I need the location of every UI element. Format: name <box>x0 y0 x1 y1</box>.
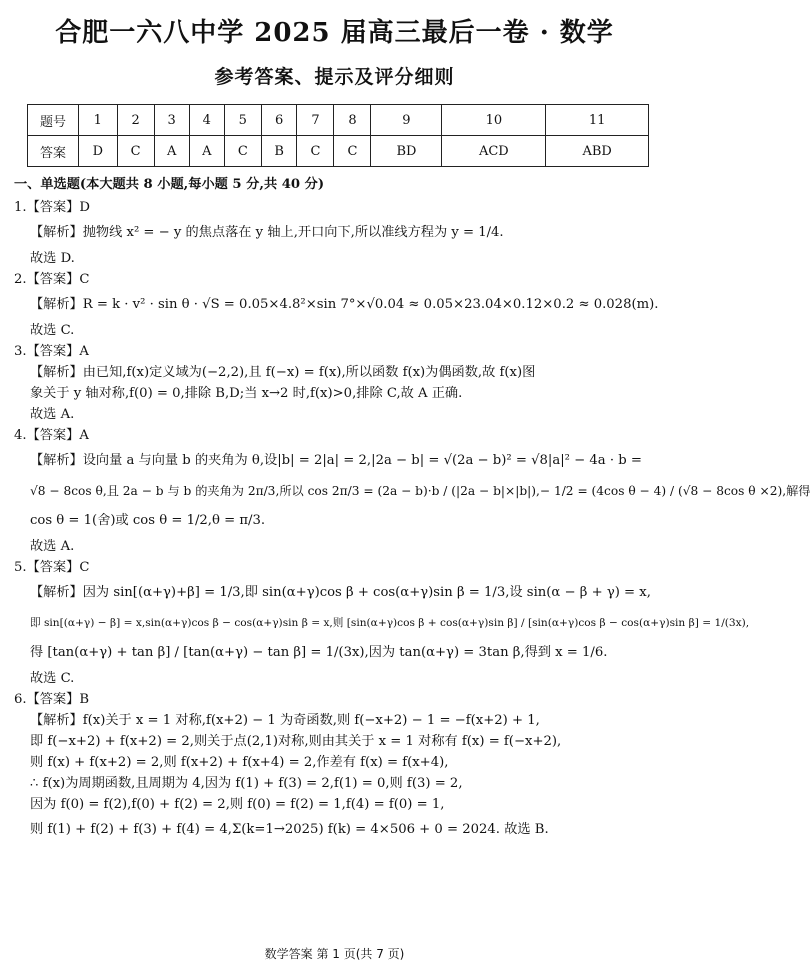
answer-cell: C <box>117 136 154 167</box>
question-5-analysis-line: 得 [tan(α+γ) + tan β] / [tan(α+γ) − tan β] = 1/(3x),因为 tan(α+γ) = 3tan β,得到 x = 1/6. <box>30 645 608 660</box>
question-number: 4 <box>189 105 224 136</box>
page-title: 合肥一六八中学 2025 届高三最后一卷 · 数学 <box>55 18 614 48</box>
question-4-choice: 故选 A. <box>30 539 75 554</box>
question-1-choice: 故选 D. <box>30 251 75 266</box>
question-1-head: 1.【答案】D <box>14 200 90 215</box>
answer-cell: ABD <box>546 136 649 167</box>
question-2-choice: 故选 C. <box>30 323 75 338</box>
question-number: 5 <box>224 105 261 136</box>
answer-cell: C <box>297 136 334 167</box>
question-6-analysis-line: ∴ f(x)为周期函数,且周期为 4,因为 f(1) + f(3) = 2,f(1) = 0,则 f(3) = 2, <box>30 776 463 791</box>
answer-cell: BD <box>371 136 442 167</box>
question-number: 1 <box>79 105 118 136</box>
answer-cell: A <box>154 136 189 167</box>
question-4-analysis-line: √8 − 8cos θ,且 2a − b 与 b 的夹角为 2π/3,所以 cos 2π/3 = (2a − b)·b / (|2a − b|×|b|),− 1/2 = (4cos θ − 4) / (√8 − 8cos θ ×2),解得 <box>30 484 810 498</box>
answer-cell: ACD <box>442 136 546 167</box>
question-5-analysis-line: 【解析】因为 sin[(α+γ)+β] = 1/3,即 sin(α+γ)cos β + cos(α+γ)sin β = 1/3,设 sin(α − β + γ) = x, <box>30 585 651 600</box>
answer-cell: D <box>79 136 118 167</box>
question-3-choice: 故选 A. <box>30 407 75 422</box>
question-5-analysis-line: 即 sin[(α+γ) − β] = x,sin(α+γ)cos β − cos(α+γ)sin β = x,则 [sin(α+γ)cos β + cos(α+γ)sin β] / [sin(α+γ)cos β − cos(α+γ)sin β] = 1/(3x), <box>30 617 750 629</box>
question-1-analysis: 【解析】抛物线 x² = − y 的焦点落在 y 轴上,开口向下,所以准线方程为 y = 1/4. <box>30 225 504 240</box>
question-5-choice: 故选 C. <box>30 671 75 686</box>
question-3-answer: 3.【答案】A <box>14 344 89 359</box>
question-2-analysis: 【解析】R = k · v² · sin θ · √S = 0.05×4.8²×sin 7°×√0.04 ≈ 0.05×23.04×0.12×0.2 ≈ 0.028(m). <box>30 297 659 312</box>
question-6-analysis-line: 则 f(1) + f(2) + f(3) + f(4) = 4,Σ(k=1→2025) f(k) = 4×506 + 0 = 2024. 故选 B. <box>30 822 549 837</box>
answer-cell: A <box>189 136 224 167</box>
question-6-answer: 6.【答案】B <box>14 692 90 707</box>
question-3-analysis-line: 【解析】由已知,f(x)定义域为(−2,2),且 f(−x) = f(x),所以函数 f(x)为偶函数,故 f(x)图 <box>30 365 536 380</box>
question-number: 3 <box>154 105 189 136</box>
question-number: 7 <box>297 105 334 136</box>
question-6-analysis-line: 则 f(x) + f(x+2) = 2,则 f(x+2) + f(x+4) = 2,作差有 f(x) = f(x+4), <box>30 755 449 770</box>
question-6-analysis-line: 即 f(−x+2) + f(x+2) = 2,则关于点(2,1)对称,则由其关于 x = 1 对称有 f(x) = f(−x+2), <box>30 734 562 749</box>
section-heading: 一、单选题(本大题共 8 小题,每小题 5 分,共 40 分) <box>14 177 325 192</box>
question-2-answer: 2.【答案】C <box>14 272 90 287</box>
question-4-analysis-line: 【解析】设向量 a 与向量 b 的夹角为 θ,设|b| = 2|a| = 2,|2a − b| = √(2a − b)² = √8|a|² − 4a · b = <box>30 453 642 468</box>
question-3-analysis-line: 象关于 y 轴对称,f(0) = 0,排除 B,D;当 x→2 时,f(x)>0,排除 C,故 A 正确. <box>30 386 463 401</box>
answer-cell: C <box>224 136 261 167</box>
row-label-number: 题号 <box>28 105 79 136</box>
page-subtitle: 参考答案、提示及评分细则 <box>214 66 455 88</box>
question-number: 6 <box>261 105 297 136</box>
question-number: 2 <box>117 105 154 136</box>
row-label-answer: 答案 <box>28 136 79 167</box>
question-4-answer: 4.【答案】A <box>14 428 89 443</box>
answer-table-number-row <box>28 105 649 136</box>
question-number: 9 <box>371 105 442 136</box>
answer-table <box>27 104 649 167</box>
question-number: 11 <box>546 105 649 136</box>
question-number: 8 <box>334 105 371 136</box>
question-5-answer: 5.【答案】C <box>14 560 90 575</box>
page-footer: 数学答案 第 1 页(共 7 页) <box>264 947 405 961</box>
question-6-analysis-line: 因为 f(0) = f(2),f(0) + f(2) = 2,则 f(0) = f(2) = 1,f(4) = f(0) = 1, <box>30 797 445 812</box>
answer-cell: B <box>261 136 297 167</box>
question-6-analysis-line: 【解析】f(x)关于 x = 1 对称,f(x+2) − 1 为奇函数,则 f(−x+2) − 1 = −f(x+2) + 1, <box>30 713 540 728</box>
answer-table-answer-row <box>28 136 649 167</box>
question-1-answer <box>14 197 659 218</box>
answer-cell: C <box>334 136 371 167</box>
question-4-analysis-line: cos θ = 1(舍)或 cos θ = 1/2,θ = π/3. <box>30 513 266 528</box>
solutions-body <box>14 174 810 845</box>
question-number: 10 <box>442 105 546 136</box>
